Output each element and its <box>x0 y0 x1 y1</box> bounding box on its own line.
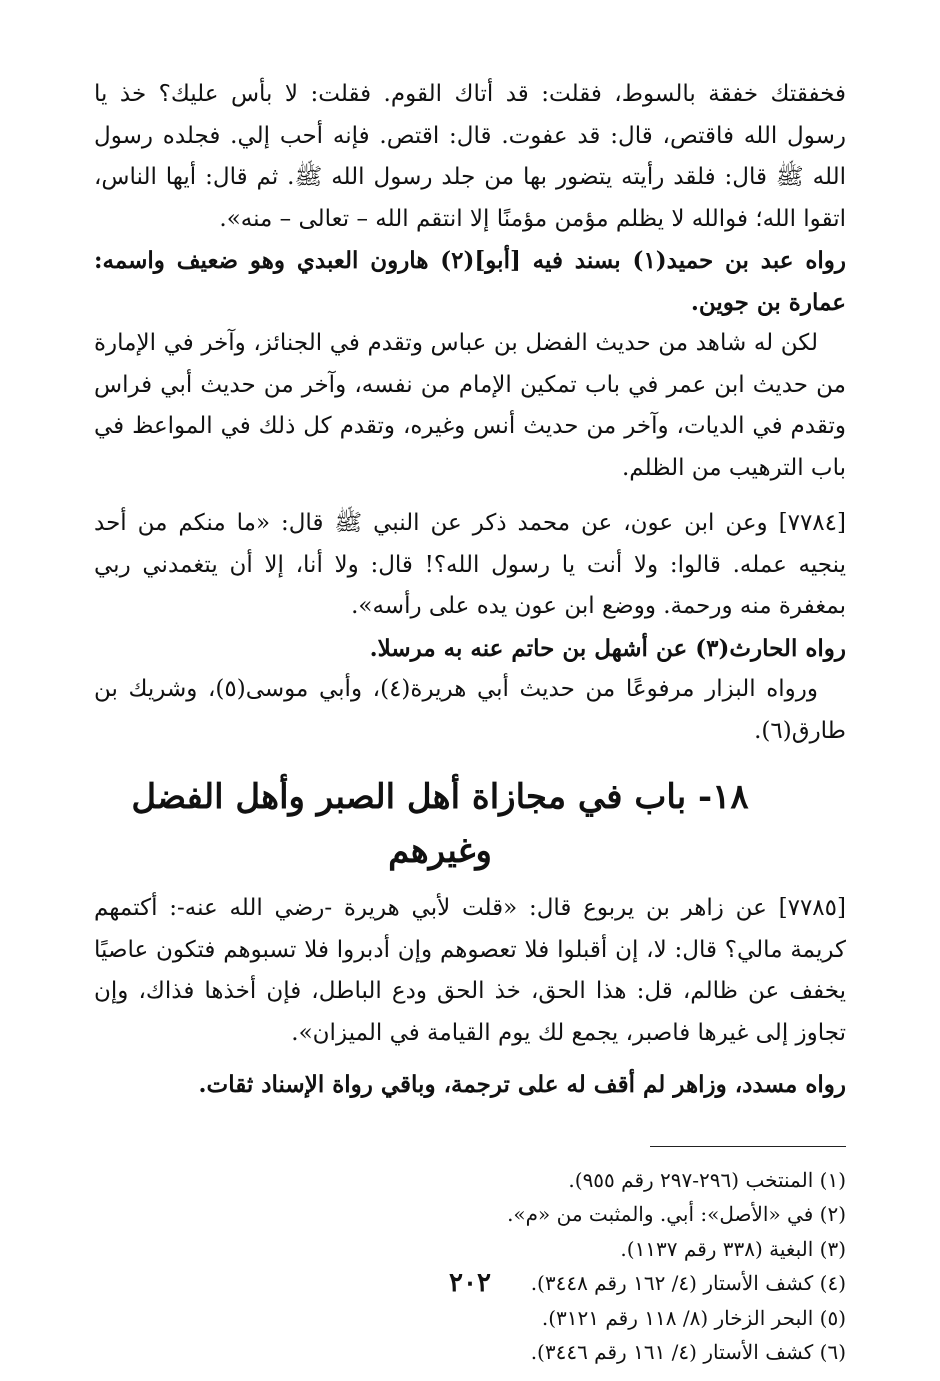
footnote-3: (٣) البغية (٣٣٨ رقم ١١٣٧). <box>620 1236 846 1261</box>
paragraph-narration-abd-bin-humaid: رواه عبد بن حميد(١) بسند فيه [أبو](٢) هارون العبدي وهو ضعيف واسمه: عمارة بن جوين. <box>94 247 846 316</box>
footnote-divider <box>650 1146 846 1147</box>
paragraph-hadith-7785: [٧٧٨٥] عن زاهر بن يربوع قال: «قلت لأبي هريرة -رضي الله عنه-: أكتمهم كريمة مالي؟ قال: لا، إن أقبلوا فلا تعصوهم وإن أدبروا فلا تسبوهم فتكون عاصيًا يخفف عن ظالم، قل: هذا الحق، خذ الحق ودع الباطل، فإن أخذها فذاك، وإن تجاوز إلى غيرها فاصبر، يجمع لك يوم القيامة في الميزان». <box>94 895 846 1046</box>
footnote-5: (٥) البحر الزخار (٨/ ١١٨ رقم ٣١٢١). <box>541 1305 846 1330</box>
footnotes <box>94 1163 846 1370</box>
footnote-6: (٦) كشف الأستار (٤/ ١٦١ رقم ٣٤٤٦). <box>530 1340 846 1364</box>
page-number: ٢٠٢ <box>449 1268 491 1298</box>
page-body <box>94 74 846 1370</box>
paragraph-hadith-7784: [٧٧٨٤] وعن ابن عون، عن محمد ذكر عن النبي ﷺ قال: «ما منكم من أحد ينجيه عمله. قالوا: ولا أنت يا رسول الله؟! قال: ولا أنا، إلا أن يتغمدني ربي بمغفرة منه ورحمة. ووضع ابن عون يده على رأسه». <box>94 510 846 619</box>
chapter-heading: ١٨- باب في مجازاة أهل الصبر وأهل الفضل وغيرهم <box>131 777 749 871</box>
paragraph-bazzar-narration: ورواه البزار مرفوعًا من حديث أبي هريرة(٤)، وأبي موسى(٥)، وشريك بن طارق(٦). <box>94 676 846 744</box>
footnote-1: (١) المنتخب (٢٩٦-٢٩٧ رقم ٩٥٥). <box>568 1167 846 1192</box>
footnote-2: (٢) في «الأصل»: أبي. والمثبت من «م». <box>507 1202 846 1226</box>
paragraph-supporting-evidence: لكن له شاهد من حديث الفضل بن عباس وتقدم في الجنائز، وآخر في الإمارة من حديث ابن عمر في باب تمكين الإمام من نفسه، وآخر من حديث أبي فراس وتقدم في الديات، وآخر من حديث أنس وغيره، وتقدم كل ذلك في المواعظ في باب الترهيب من الظلم. <box>94 330 846 481</box>
paragraph-narration-harith: رواه الحارث(٣) عن أشهل بن حاتم عنه به مرسلا. <box>369 634 846 662</box>
footnote-4: (٤) كشف الأستار (٤/ ١٦٢ رقم ٣٤٤٨). <box>530 1271 846 1295</box>
paragraph-narration-musaddad: رواه مسدد، وزاهر لم أقف له على ترجمة، وباقي رواة الإسناد ثقات. <box>198 1071 846 1098</box>
paragraph-hadith-continuation: فخفقتك خفقة بالسوط، فقلت: قد أتاك القوم. فقلت: لا بأس عليك؟ خذ يا رسول الله فاقتص، قال: قد عفوت. قال: اقتص. فإنه أحب إلي. فجلده رسول الله ﷺ قال: فلقد رأيته يتضور بها من جلد رسول الله ﷺ. ثم قال: أيها الناس، اتقوا الله؛ فوالله لا يظلم مؤمن مؤمنًا إلا انتقم الله – تعالى – منه». <box>94 81 846 232</box>
